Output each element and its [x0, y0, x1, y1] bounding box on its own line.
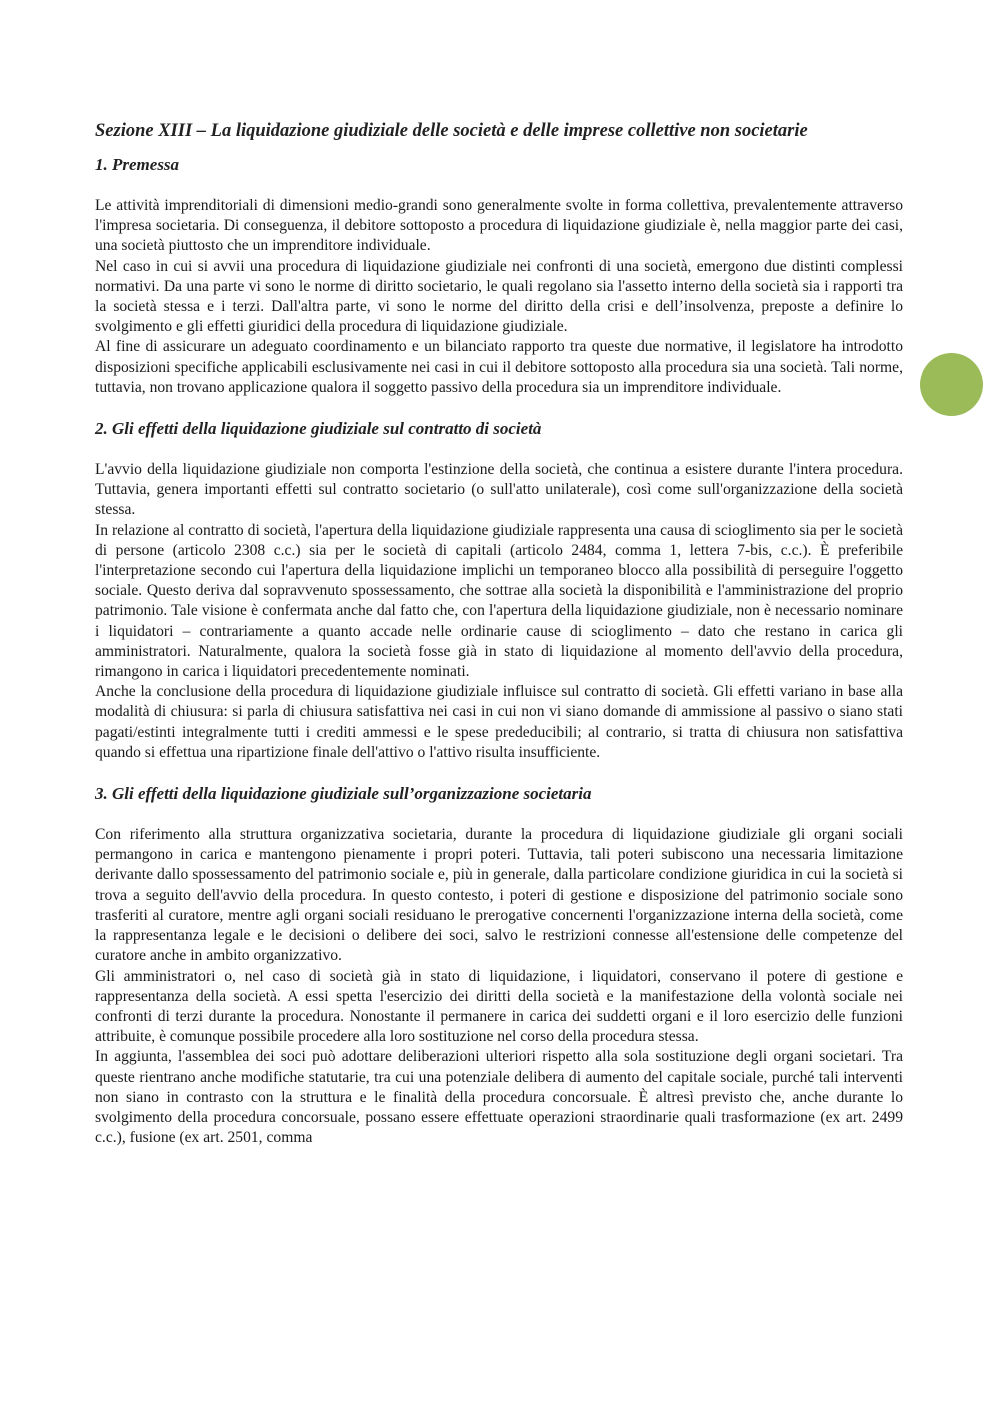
heading-premessa: 1. Premessa: [95, 155, 180, 174]
heading-effetti-contratto: 2. Gli effetti della liquidazione giudiziale sul contratto di società: [95, 419, 542, 439]
paragraph: Le attività imprenditoriali di dimensioni medio-grandi sono generalmente svolte in forma collettiva, prevalentemente attraverso l'impresa societaria. Di conseguenza, il debitore sottoposto a procedura di liquidazione giudiziale è, nella maggior parte dei casi, una società piuttosto che un imprenditore individuale.: [95, 197, 903, 255]
paragraph: L'avvio della liquidazione giudiziale non comporta l'estinzione della società, che continua a esistere durante l'intera procedura. Tuttavia, genera importanti effetti sul contratto societario (o sull'atto unilaterale), così come sull'organizzazione della società stessa.: [95, 461, 903, 519]
paragraph: Nel caso in cui si avvii una procedura di liquidazione giudiziale nei confronti di una società, emergono due distinti complessi normativi. Da una parte vi sono le norme di diritto societario, le quali regolano sia l'assetto interno della società sia i rapporti tra la società stessa e i terzi. Dall'altra parte, vi sono le norme del diritto della crisi e dell’insolvenza, preposte a definire lo svolgimento e gli effetti giuridici della procedura di liquidazione giudiziale.: [95, 257, 903, 336]
green-circle-marker: [920, 353, 983, 416]
paragraph: In relazione al contratto di società, l'apertura della liquidazione giudiziale rappresenta una causa di scioglimento sia per le società di persone (articolo 2308 c.c.) sia per le società di capitali (articolo 2484, comma 1, lettera 7-bis, c.c.). È preferibile l'interpretazione secondo cui l'apertura della liquidazione implichi un temporaneo blocco alla possibilità di perseguire l'oggetto sociale. Questo deriva dal sopravvenuto spossessamento, che sottrae alla società la disponibilità e l'amministrazione del proprio patrimonio. Tale visione è confermata anche dal fatto che, con l'apertura della liquidazione giudiziale, non è necessario nominare i liquidatori – contrariamente a quanto accade nelle ordinarie cause di scioglimento – dato che restano in carica gli amministratori. Naturalmente, qualora la società fosse già in stato di liquidazione al momento dell'avvio della procedura, rimangono in carica i liquidatori precedentemente nominati.: [95, 521, 903, 681]
section-title: Sezione XIII – La liquidazione giudiziale delle società e delle imprese collettive non societarie: [95, 121, 808, 141]
document-page: [95, 118, 903, 1148]
paragraph: Anche la conclusione della procedura di liquidazione giudiziale influisce sul contratto di società. Gli effetti variano in base alla modalità di chiusura: si parla di chiusura satisfattiva nei casi in cui non vi siano domande di ammissione al passivo o siano stati pagati/estinti integralmente tutti i crediti ammessi e le spese prededucibili; al contrario, si tratta di chiusura non satisfattiva quando si effettua una ripartizione finale dell'attivo o l'attivo risulta insufficiente.: [95, 683, 903, 761]
paragraph: Gli amministratori o, nel caso di società già in stato di liquidazione, i liquidatori, conservano il potere di gestione e rappresentanza della società. A essi spetta l'esercizio dei diritti della società e la manifestazione della volontà sociale nei confronti di terzi durante la procedura. Nonostante il permanere in carica dei suddetti organi e il loro esercizio delle funzioni attribuite, è comunque possibile procedere alla loro sostituzione nel corso della procedura stessa.: [95, 967, 903, 1046]
paragraph: In aggiunta, l'assemblea dei soci può adottare deliberazioni ulteriori rispetto alla sola sostituzione degli organi societari. Tra queste rientrano anche modifiche statutarie, tra cui una potenziale delibera di aumento del capitale sociale, purché tali interventi non siano in contrasto con la struttura e le finalità della procedura concorsuale. È altresì previsto che, anche durante lo svolgimento della procedura concorsuale, possano essere effettuate operazioni straordinarie quali trasformazione (ex art. 2499 c.c.), fusione (ex art. 2501, comma: [95, 1048, 903, 1147]
paragraph: Con riferimento alla struttura organizzativa societaria, durante la procedura di liquidazione giudiziale gli organi sociali permangono in carica e mantengono pienamente i propri poteri. Tuttavia, tali poteri subiscono una necessaria limitazione derivante dallo spossessamento del patrimonio sociale e, più in generale, dalla particolare condizione giuridica in cui la società si trova a seguito dell'avvio della procedura. In questo contesto, i poteri di gestione e disposizione del patrimonio sociale sono trasferiti al curatore, mentre agli organi sociali residuano le prerogative concernenti l'organizzazione interna della società, come la rappresentanza legale e le decisioni o delibere dei soci, salvo le restrizioni connesse all'estensione delle competenze del curatore anche in ambito organizzativo.: [95, 826, 903, 965]
paragraph: Al fine di assicurare un adeguato coordinamento e un bilanciato rapporto tra queste due normative, il legislatore ha introdotto disposizioni specifiche applicabili esclusivamente nei casi in cui il debitore sottoposto alla procedura sia una società. Tali norme, tuttavia, non trovano applicazione qualora il soggetto passivo della procedura sia un imprenditore individuale.: [95, 338, 903, 396]
heading-effetti-organizzazione: 3. Gli effetti della liquidazione giudiziale sull’organizzazione societaria: [95, 784, 592, 804]
